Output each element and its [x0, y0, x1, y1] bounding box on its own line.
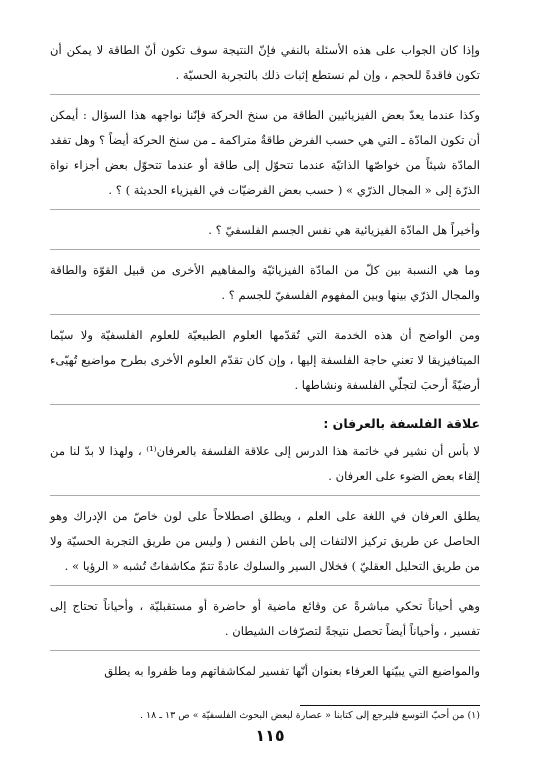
- paragraph-9: والمواضيع التي يبيّنها العرفاء بعنوان أنّها تفسير لمكاشفاتهم وما ظفروا به يطلق: [104, 664, 480, 678]
- paragraph-divider: [50, 209, 480, 210]
- paragraph-divider: [50, 94, 480, 95]
- body-text: [50, 38, 480, 684]
- paragraph-divider: [50, 650, 480, 651]
- paragraph-1: وإذا كان الجواب على هذه الأسئلة بالنفي فإنّ النتيجة سوف تكون أنّ الطاقة لا يمكن أن تكون فاقدةً للحجم ، وإن لم نستطع إثبات ذلك بالتجربة الحسيّة .: [50, 43, 480, 82]
- paragraph-4: وما هي النسبة بين كلّ من المادّة الفيزيائيّة والمفاهيم الأخرى من قبيل القوّة والطاقة والمجال الذرّي بينها وبين المفهوم الفلسفيّ للجسم ؟ .: [50, 263, 480, 302]
- paragraph-5: ومن الواضح أن هذه الخدمة التي تُقدّمها العلوم الطبيعيّة للعلوم الفلسفيّة ولا سيّما الميتافيزيقا لا تعني حاجة الفلسفة إليها ، وإن كان تقدّم العلوم الأخرى بطرح مواضيع تُهيّىء أرضيّةً أرحبَ لتجلّي الفلسفة ونشاطها .: [50, 328, 480, 392]
- paragraph-7: يطلق العرفان في اللغة على العلم ، ويطلق اصطلاحاً على لون خاصّ من الإدراك وهو الحاصل عن طريق تركيز الالتفات إلى باطن النفس ( وليس من طريق التجربة الحسيّة ولا من طريق التحليل العقليّ ) فخلال السير والسلوك عادةً تتمّ مكاشفاتٌ تُشبه « الرؤيا » .: [50, 509, 480, 573]
- paragraph-6: لا بأس أن نشير في خاتمة هذا الدرس إلى علاقة الفلسفة بالعرفان⁽¹⁾ ، ولهذا لا بدّ لنا من إلقاء بعض الضوء على العرفان .: [50, 444, 480, 483]
- paragraph-divider: [50, 404, 480, 405]
- paragraph-divider: [50, 314, 480, 315]
- paragraph-3: وأخيراً هل المادّة الفيزيائية هي نفس الجسم الفلسفيّ ؟ .: [208, 223, 480, 237]
- paragraph-divider: [50, 495, 480, 496]
- paragraph-2: وكذا عندما يعدّ بعض الفيزيائيين الطاقة من سنخ الحركة فإنّنا نواجهه هذا السؤال : أيمكن أن تكون المادّة ـ التي هي حسب الفرض طاقةٌ متراكمة ـ من سنخ الحركة أيضاً ؟ وهل تفقد المادّة شيئاً من خواصّها الذاتيّة عندما تتحوّل إلى طاقة أو عندما تتحوّل بعض أجزاء نواة الذرّة إلى « المجال الذرّي » ( حسب بعض الفرضيّات في الفيزياء الحديثة ) ؟ .: [50, 108, 480, 197]
- section-heading: علاقة الفلسفة بالعرفان :: [323, 416, 480, 431]
- paragraph-divider: [50, 585, 480, 586]
- page-number: ١١٥: [255, 726, 285, 745]
- footnote-separator: [300, 705, 480, 706]
- paragraph-8: وهي أحياناً تحكي مباشرةً عن وقائع ماضية أو حاضرة أو مستقبليّة ، وأحياناً تحتاج إلى تفسير ، وأحياناً أيضاً تحصل نتيجةً لتصرّفات الشيطان .: [50, 599, 480, 638]
- footnote: (١) من أحبّ التوسع فليرجع إلى كتابنا « عصارة لبعض البحوث الفلسفيّة » ص ١٣ ـ ١٨ .: [139, 710, 480, 721]
- paragraph-divider: [50, 249, 480, 250]
